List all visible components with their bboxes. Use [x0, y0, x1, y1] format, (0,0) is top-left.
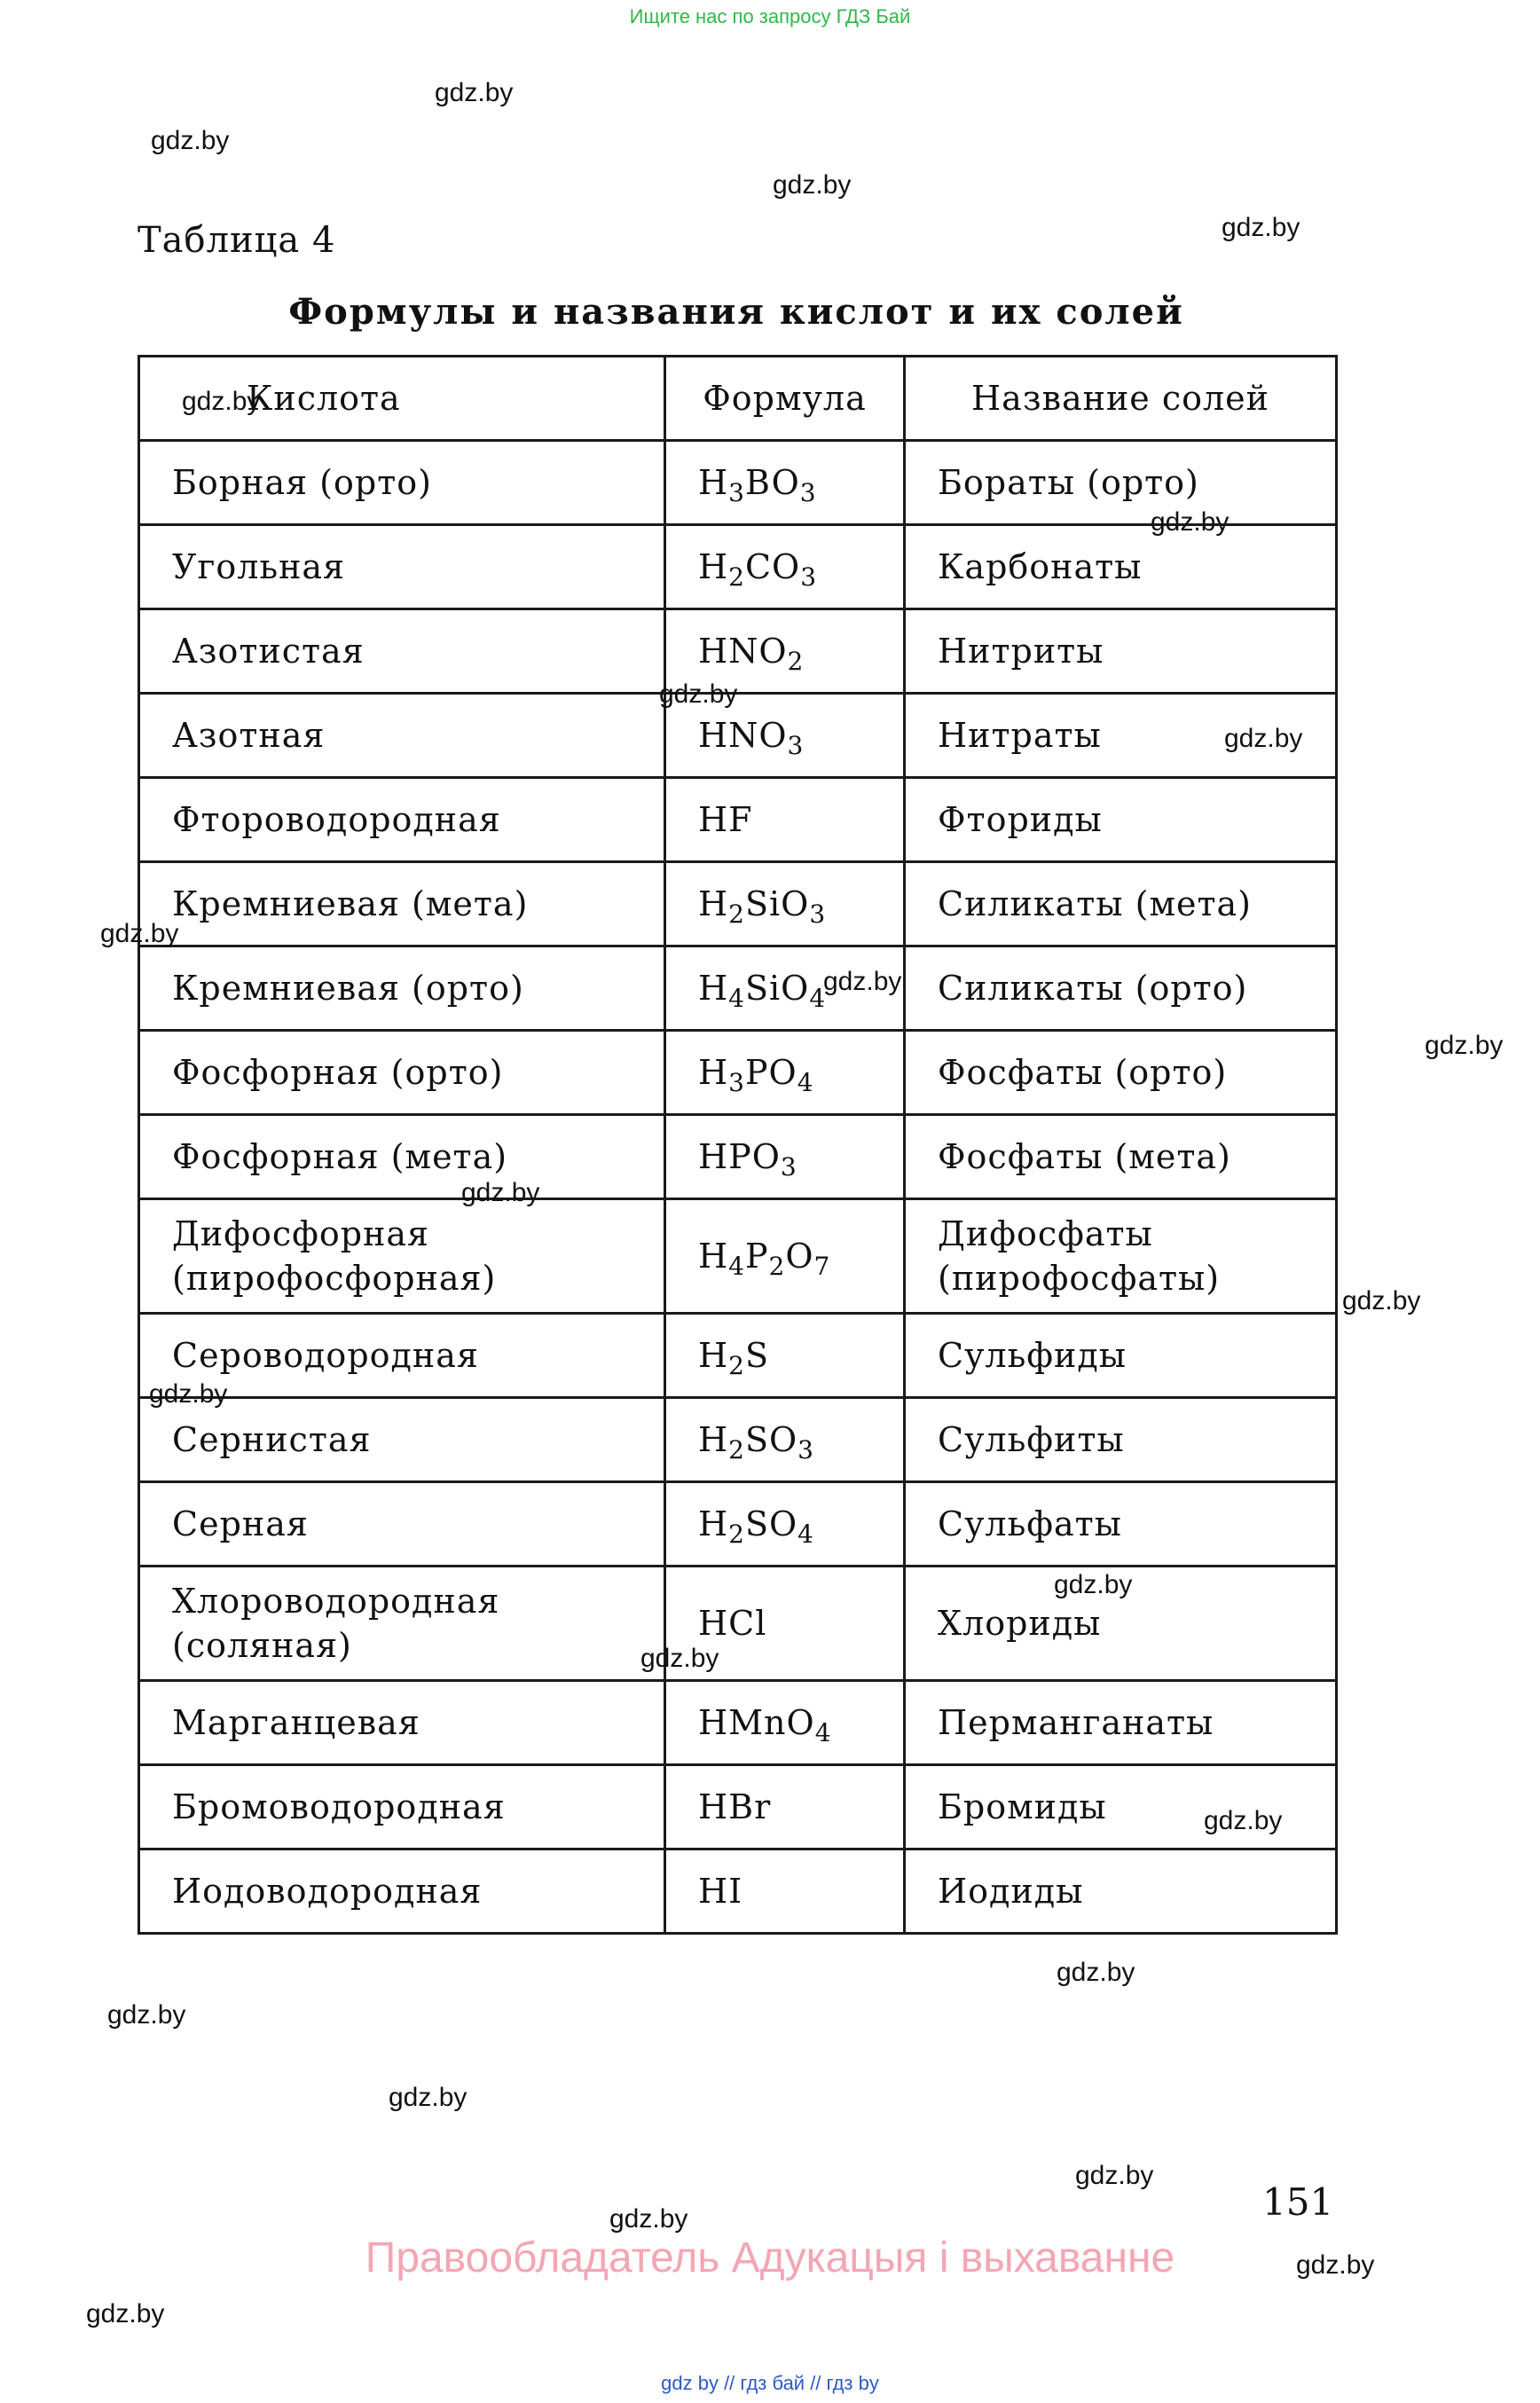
formula-symbol: H [698, 1053, 729, 1092]
formula-symbol: SiO [744, 969, 810, 1008]
formula-symbol: BO [744, 463, 800, 502]
formula-symbol: SO [744, 1420, 798, 1459]
formula-subscript: 3 [800, 562, 818, 592]
salt-name-cell: Перманганаты [905, 1681, 1337, 1765]
table-label: Таблица 4 [138, 220, 336, 261]
formula-symbol: H [698, 884, 729, 923]
formula-symbol: H [698, 1504, 729, 1543]
formula-symbol: H [698, 1420, 729, 1459]
formula-cell [665, 1849, 905, 1934]
watermark: gdz.by [1222, 213, 1300, 242]
column-header-acid: Кислота [139, 357, 665, 441]
formula-symbol: CO [744, 547, 801, 586]
formula-subscript: 3 [799, 478, 817, 507]
acid-name-cell: Угольная [139, 525, 665, 609]
formula-subscript: 3 [798, 1435, 814, 1465]
watermark: gdz.by [100, 919, 179, 948]
formula-symbol: SO [744, 1504, 798, 1543]
formula-subscript: 2 [728, 899, 745, 929]
salt-name-cell: Сульфиды [905, 1314, 1337, 1398]
acid-name-cell: Хлороводородная (соляная) [139, 1567, 665, 1681]
salt-name-cell: Карбонаты [905, 525, 1337, 609]
salt-name-cell: Нитриты [905, 609, 1337, 694]
formula-subscript: 7 [813, 1252, 831, 1281]
formula-cell [665, 525, 905, 609]
acid-name-cell: Сероводородная [139, 1314, 665, 1398]
formula-symbol: HPO [698, 1137, 781, 1176]
table-row [139, 1115, 1337, 1199]
acid-name-cell: Марганцевая [139, 1681, 665, 1765]
formula-symbol: HI [698, 1872, 743, 1911]
formula-cell [665, 1681, 905, 1765]
acid-name-cell: Фосфорная (орто) [139, 1031, 665, 1115]
formula-symbol: HBr [698, 1787, 772, 1826]
formula-subscript: 4 [797, 1068, 814, 1097]
formula-subscript: 3 [780, 1152, 798, 1182]
acid-name-cell: Иодоводородная [139, 1849, 665, 1934]
formula-symbol: H [698, 969, 729, 1008]
acid-name-cell: Фтороводородная [139, 778, 665, 862]
table-row [139, 1567, 1337, 1681]
watermark: gdz.by [182, 387, 261, 416]
acid-name-cell: Сернистая [139, 1398, 665, 1482]
formula-subscript: 2 [787, 647, 805, 676]
formula-cell [665, 1398, 905, 1482]
watermark: gdz.by [609, 2204, 688, 2234]
salt-name-cell: Силикаты (мета) [905, 862, 1337, 946]
table-row [139, 1031, 1337, 1115]
formula-subscript: 3 [787, 731, 805, 760]
formula-symbol: HMnO [698, 1703, 815, 1742]
table-row [139, 1765, 1337, 1849]
watermark: gdz.by [149, 1379, 228, 1409]
formula-subscript: 2 [728, 1351, 745, 1380]
footer-banner[interactable]: gdz by // гдз бай // гдз by [661, 2372, 879, 2394]
formula-cell [665, 778, 905, 862]
formula-symbol: P [744, 1237, 769, 1276]
formula-symbol: O [785, 1237, 814, 1276]
salt-name-cell: Силикаты (орто) [905, 946, 1337, 1031]
formula-cell [665, 1765, 905, 1849]
acid-name-cell: Азотная [139, 694, 665, 778]
salt-name-cell: Бораты (орто) [905, 441, 1337, 525]
formula-subscript: 2 [728, 1520, 745, 1549]
formula-symbol: SiO [744, 884, 810, 923]
formula-subscript: 2 [728, 1435, 745, 1465]
formula-cell [665, 1314, 905, 1398]
acid-name-cell: Бромоводородная [139, 1765, 665, 1849]
formula-subscript: 4 [798, 1520, 814, 1549]
watermark: gdz.by [1054, 1570, 1133, 1599]
salt-name-cell: Хлориды [905, 1567, 1337, 1681]
table-row [139, 1199, 1337, 1314]
acid-name-cell: Борная (орто) [139, 441, 665, 525]
salt-name-cell: Бромиды [905, 1765, 1337, 1849]
table-row [139, 946, 1337, 1031]
acid-name-cell: Азотистая [139, 609, 665, 694]
table-row [139, 1482, 1337, 1567]
watermark: gdz.by [435, 78, 514, 107]
column-header-salts: Название солей [905, 357, 1337, 441]
table-row [139, 1314, 1337, 1398]
formula-symbol: H [698, 547, 729, 586]
salt-name-cell: Сульфаты [905, 1482, 1337, 1567]
formula-subscript: 2 [768, 1252, 786, 1281]
watermark: gdz.by [1151, 507, 1230, 537]
acid-name-cell: Серная [139, 1482, 665, 1567]
formula-symbol: PO [744, 1053, 798, 1092]
watermark: gdz.by [1425, 1031, 1504, 1060]
table-row [139, 1398, 1337, 1482]
table-row [139, 862, 1337, 946]
formula-symbol: HNO [698, 632, 788, 671]
watermark: gdz.by [823, 967, 902, 996]
formula-subscript: 2 [728, 562, 745, 592]
formula-subscript: 4 [728, 984, 745, 1013]
table-row [139, 694, 1337, 778]
acids-table [138, 355, 1338, 1935]
formula-subscript: 4 [809, 984, 827, 1013]
formula-subscript: 3 [728, 478, 745, 507]
formula-subscript: 3 [809, 899, 827, 929]
formula-symbol: HCl [698, 1604, 767, 1643]
salt-name-cell: Сульфиты [905, 1398, 1337, 1482]
watermark: gdz.by [86, 2299, 165, 2328]
page-number: 151 [1262, 2180, 1334, 2224]
watermark: gdz.by [461, 1178, 540, 1207]
formula-subscript: 4 [814, 1718, 832, 1747]
watermark: gdz.by [773, 170, 852, 200]
top-banner[interactable]: Ищите нас по запросу ГДЗ Бай [629, 5, 911, 27]
watermark: gdz.by [1204, 1806, 1283, 1835]
salt-name-cell: Фториды [905, 778, 1337, 862]
salt-name-cell: Фосфаты (орто) [905, 1031, 1337, 1115]
salt-name-cell: Нитраты [905, 694, 1337, 778]
formula-cell [665, 1115, 905, 1199]
acid-name-cell: Кремниевая (орто) [139, 946, 665, 1031]
formula-symbol: H [698, 463, 729, 502]
watermark: gdz.by [151, 126, 230, 155]
watermark: gdz.by [1075, 2161, 1154, 2190]
formula-cell [665, 441, 905, 525]
acid-name-cell: Фосфорная (мета) [139, 1115, 665, 1199]
table-row [139, 1849, 1337, 1934]
table-header-row [139, 357, 1337, 441]
table-body [139, 441, 1337, 1934]
watermark: gdz.by [1342, 1286, 1421, 1315]
formula-symbol: H [698, 1237, 729, 1276]
formula-subscript: 3 [728, 1068, 745, 1097]
formula-cell [665, 1199, 905, 1314]
table-row [139, 1681, 1337, 1765]
formula-symbol: H [698, 1336, 729, 1375]
watermark: gdz.by [1057, 1958, 1135, 1987]
formula-cell [665, 1031, 905, 1115]
acid-name-cell: Дифосфорная (пирофосфорная) [139, 1199, 665, 1314]
salt-name-cell: Фосфаты (мета) [905, 1115, 1337, 1199]
table-row [139, 778, 1337, 862]
salt-name-cell: Дифосфаты (пирофосфаты) [905, 1199, 1337, 1314]
formula-cell [665, 862, 905, 946]
watermark: gdz.by [1296, 2250, 1375, 2280]
formula-symbol: HNO [698, 716, 788, 755]
table-row [139, 609, 1337, 694]
watermark: gdz.by [107, 2000, 186, 2030]
watermark: gdz.by [389, 2083, 468, 2112]
salt-name-cell: Иодиды [905, 1849, 1337, 1934]
formula-subscript: 4 [728, 1252, 745, 1281]
copyright-notice: Правообладатель Адукацыя і выхаванне [365, 2234, 1175, 2281]
acid-name-cell: Кремниевая (мета) [139, 862, 665, 946]
formula-symbol: S [744, 1336, 770, 1375]
watermark: gdz.by [1224, 724, 1303, 753]
watermark: gdz.by [640, 1644, 719, 1673]
watermark: gdz.by [659, 679, 738, 709]
column-header-formula: Формула [665, 357, 905, 441]
table-title: Формулы и названия кислот и их солей [288, 291, 1184, 333]
formula-cell [665, 1482, 905, 1567]
formula-symbol: HF [698, 800, 753, 839]
